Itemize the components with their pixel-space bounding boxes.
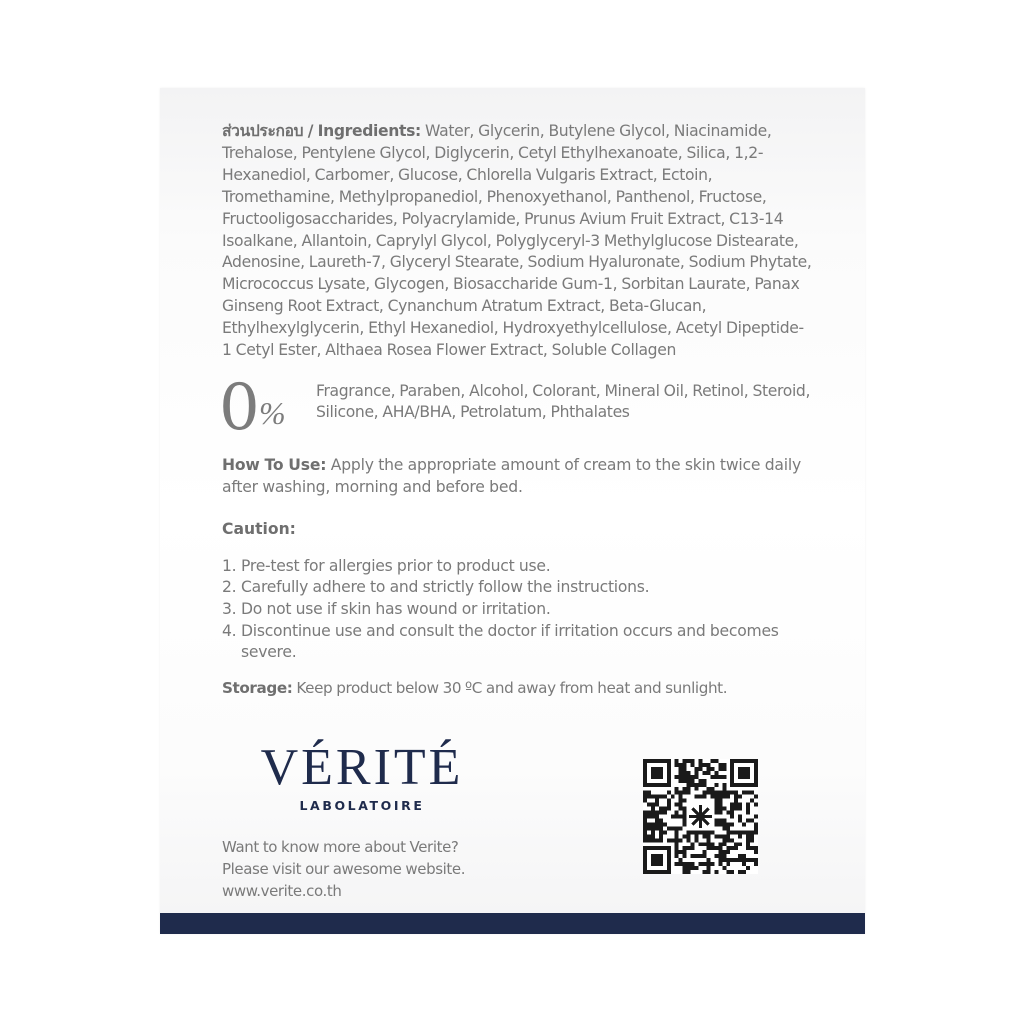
- brand-subtitle: LABOLATOIRE: [299, 798, 425, 813]
- caution-item: [222, 621, 812, 664]
- caution-heading: Caution:: [222, 519, 296, 538]
- free-from-list: Fragrance, Paraben, Alcohol, Colorant, Mineral Oil, Retinol, Steroid, Silicone, AHA/BHA, Petrolatum, Phthalates: [316, 381, 811, 422]
- how-to-use-text: Apply the appropriate amount of cream to the skin twice daily after washing, morning and before bed.: [222, 455, 802, 496]
- caution-item-text: Do not use if skin has wound or irritation.: [241, 599, 551, 618]
- storage-paragraph: [222, 678, 812, 699]
- website-url[interactable]: www.verite.co.th: [222, 882, 342, 900]
- caution-item-text: Discontinue use and consult the doctor if irritation occurs and becomes severe.: [241, 621, 779, 662]
- caution-item: [222, 599, 812, 621]
- brand-logo: [246, 740, 478, 813]
- caution-item-number: 4.: [222, 621, 237, 640]
- asterisk-logo-icon: [689, 805, 712, 828]
- qr-code-icon[interactable]: [643, 759, 758, 874]
- ingredients-text: Water, Glycerin, Butylene Glycol, Niacinamide, Trehalose, Pentylene Glycol, Diglycerin, Cetyl Ethylhexanoate, Silica, 1,2-Hexanediol, Carbomer, Glucose, Chlorella Vulgaris Extract, Ectoin, Tromethamine, Methylpropanediol, Phenoxyethanol, Panthenol, Fructose, Fructooligosaccharides, Polyacrylamide, Prunus Avium Fruit Extract, C13-14 Isoalkane, Allantoin, Caprylyl Glycol, Polyglyceryl-3 Methylglucose Distearate, Adenosine, Laureth-7, Glyceryl Stearate, Sodium Hyaluronate, Sodium Phytate, Micrococcus Lysate, Glycogen, Biosaccharide Gum-1, Sorbitan Laurate, Panax Ginseng Root Extract, Cynanchum Atratum Extract, Beta-Glucan, Ethylhexylglycerin, Ethyl Hexanediol, Hydroxyethylcellulose, Acetyl Dipeptide-1 Cetyl Ester, Althaea Rosea Flower Extract, Soluble Collagen: [222, 122, 812, 360]
- caution-item-text: Carefully adhere to and strictly follow the instructions.: [241, 578, 650, 597]
- how-to-use-paragraph: [222, 455, 812, 499]
- label-content: [219, 121, 812, 699]
- ingredients-paragraph: [222, 121, 812, 362]
- storage-label: Storage:: [222, 678, 293, 697]
- caution-item-text: Pre-test for allergies prior to product use.: [241, 556, 551, 575]
- free-from-section: [219, 370, 812, 445]
- caution-item: [222, 577, 812, 599]
- caution-list: [222, 556, 812, 664]
- website-line-2: Please visit our awesome website.: [222, 860, 466, 878]
- ingredients-label: ส่วนประกอบ / Ingredients:: [222, 122, 421, 140]
- caution-item-number: 2.: [222, 578, 237, 597]
- caution-item-number: 3.: [222, 599, 237, 618]
- website-line-1: Want to know more about Verite?: [222, 838, 459, 856]
- percent-sign: %: [259, 394, 286, 431]
- caution-item-number: 1.: [222, 556, 237, 575]
- zero-numeral: 0: [219, 370, 260, 445]
- product-box-back: [160, 88, 865, 934]
- website-info: [222, 836, 465, 902]
- bottom-navy-band: [160, 913, 865, 934]
- brand-name: VÉRITÉ: [260, 739, 464, 796]
- storage-text: Keep product below 30 ºC and away from heat and sunlight.: [292, 678, 728, 697]
- caution-item: [222, 556, 812, 578]
- how-to-use-label: How To Use:: [222, 455, 327, 474]
